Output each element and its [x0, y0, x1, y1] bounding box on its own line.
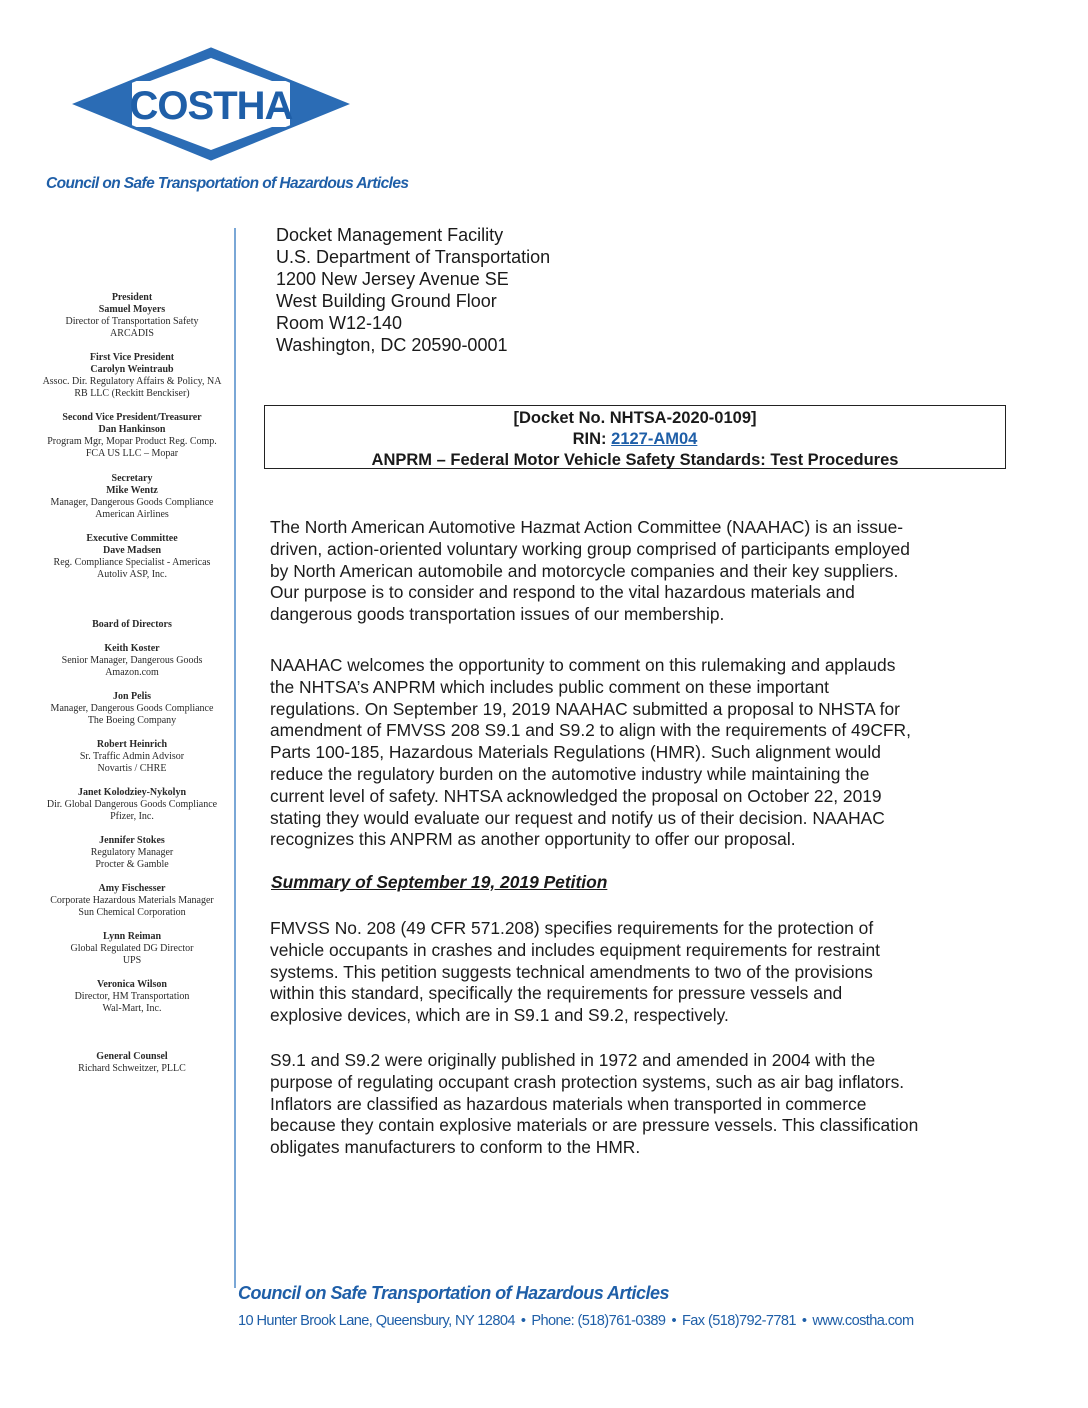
text-line: Inflators are classified as hazardous materials when transported in commerce: [270, 1093, 867, 1114]
bullet-icon: •: [801, 1313, 807, 1329]
text-line: Our purpose is to consider and respond to the vital hazardous materials and: [270, 582, 855, 603]
officer-name: Jon Pelis: [112, 691, 152, 702]
footer-phone: Phone: (518)761-0389: [531, 1313, 666, 1329]
bullet-icon: •: [520, 1313, 526, 1329]
officer-name: Robert Heinrich: [96, 739, 168, 750]
officer-name: Dan Hankinson: [98, 424, 166, 435]
paragraph-fmvss: [270, 918, 1010, 1027]
text-line: dangerous goods transportation issues of our membership.: [270, 604, 725, 625]
recipient-address: [276, 224, 550, 356]
officer-entry: [28, 931, 236, 967]
officer-entry: [28, 787, 236, 823]
rin-line: [265, 429, 1005, 450]
text-line: recognizes this ANPRM as another opportunity to offer our proposal.: [270, 829, 796, 850]
costha-logo: [72, 46, 350, 162]
officer-detail: Director, HM Transportation: [74, 991, 190, 1002]
officer-detail: Program Mgr, Mopar Product Reg. Comp.: [47, 436, 217, 447]
text-line: explosive devices, which are in S9.1 and S9.2, respectively.: [270, 1005, 729, 1026]
officer-detail: RB LLC (Reckitt Benckiser): [74, 388, 190, 399]
officer-entry: [28, 883, 236, 919]
officer-name: Dave Madsen: [102, 545, 162, 556]
text-line: vehicle occupants in crashes and includes equipment requirements for restraint: [270, 939, 880, 960]
officer-detail: Manager, Dangerous Goods Compliance: [50, 703, 214, 714]
officer-name: Janet Kolodziey-Nykolyn: [77, 787, 187, 798]
officer-detail: Wal-Mart, Inc.: [102, 1003, 162, 1014]
rin-label: RIN:: [572, 430, 612, 448]
text-line: reduce the regulatory burden on the automotive industry while maintaining the: [270, 763, 870, 784]
officer-detail: Dir. Global Dangerous Goods Compliance: [46, 799, 218, 810]
officer-detail: Corporate Hazardous Materials Manager: [50, 895, 214, 906]
text-line: regulations. On September 19, 2019 NAAHAC submitted a proposal to NHSTA for: [270, 698, 900, 719]
text-line: purpose of regulating occupant crash protection systems, such as air bag inflators.: [270, 1071, 905, 1092]
officer-name: Mike Wentz: [106, 485, 158, 496]
officer-detail: Global Regulated DG Director: [70, 943, 194, 954]
footer-website-link[interactable]: www.costha.com: [812, 1313, 914, 1329]
text-line: systems. This petition suggests technical amendments to two of the provisions: [270, 961, 873, 982]
text-line: amendment of FMVSS 208 S9.1 and S9.2 to align with the requirements of 49CFR,: [270, 720, 911, 741]
text-line: obligates manufacturers to conform to the HMR.: [270, 1137, 641, 1158]
officer-entry: [28, 619, 236, 631]
officer-title: Secretary: [111, 473, 153, 484]
officer-detail: Procter & Gamble: [95, 859, 169, 870]
paragraph-intro: [270, 517, 1010, 626]
paragraph-history: [270, 1050, 1010, 1159]
officer-detail: FCA US LLC – Mopar: [85, 448, 179, 459]
footer-fax: Fax (518)792-7781: [681, 1313, 796, 1329]
officer-title: President: [111, 292, 153, 303]
text-line: FMVSS No. 208 (49 CFR 571.208) specifies requirements for the protection of: [270, 918, 874, 938]
officer-entry: [28, 643, 236, 679]
text-line: because they contain explosive materials or are pressure vessels. This classification: [270, 1115, 919, 1136]
logo-wordmark: COSTHA: [129, 84, 293, 128]
officer-detail: Novartis / CHRE: [97, 763, 167, 774]
officer-name: Samuel Moyers: [98, 304, 166, 315]
text-line: driven, action-oriented voluntary working group comprised of participants employed: [270, 538, 910, 559]
officer-name: Jennifer Stokes: [99, 835, 165, 846]
text-line: S9.1 and S9.2 were originally published in 1972 and amended in 2004 with the: [270, 1050, 876, 1070]
docket-box: [264, 405, 1006, 469]
officer-detail: The Boeing Company: [87, 715, 177, 726]
text-line: the NHTSA’s ANPRM which includes public comment on these important: [270, 676, 829, 697]
officer-detail: Pfizer, Inc.: [110, 811, 154, 822]
text-line: by North American automobile and motorcycle companies and their key suppliers.: [270, 560, 899, 581]
text-line: within this standard, specifically the requirements for pressure vessels and: [270, 983, 843, 1004]
officer-title: Second Vice President/Treasurer: [62, 412, 202, 423]
officer-name: Veronica Wilson: [97, 979, 167, 990]
address-line: Room W12-140: [276, 313, 403, 333]
text-line: current level of safety. NHTSA acknowledged the proposal on October 22, 2019: [270, 785, 882, 806]
logo-tagline: Council on Safe Transportation of Hazardous Articles: [46, 175, 409, 192]
officer-title: Board of Directors: [92, 619, 172, 630]
officer-detail: Sun Chemical Corporation: [78, 907, 186, 918]
text-line: NAAHAC welcomes the opportunity to comment on this rulemaking and applauds: [270, 655, 896, 675]
text-line: Parts 100-185, Hazardous Materials Regulations (HMR). Such alignment would: [270, 742, 881, 763]
officer-entry: [28, 533, 236, 581]
officer-detail: Director of Transportation Safety: [65, 316, 199, 327]
officer-title: General Counsel: [96, 1051, 168, 1062]
footer-org: Council on Safe Transportation of Hazardous Articles: [238, 1283, 670, 1303]
officer-entry: [28, 292, 236, 340]
text-line: stating they would evaluate our request and notify us of their decision. NAAHAC: [270, 807, 885, 828]
section-heading: Summary of September 19, 2019 Petition: [271, 872, 608, 892]
officer-detail: Assoc. Dir. Regulatory Affairs & Policy, NA: [42, 376, 222, 387]
docket-number: [Docket No. NHTSA-2020-0109]: [513, 409, 757, 427]
officer-title: First Vice President: [89, 352, 175, 363]
address-line: U.S. Department of Transportation: [276, 247, 551, 267]
officer-detail: American Airlines: [95, 509, 169, 520]
rin-link[interactable]: 2127-AM04: [611, 430, 698, 448]
officer-title: Executive Committee: [86, 533, 178, 544]
officer-detail: Regulatory Manager: [90, 847, 174, 858]
officer-name: Amy Fischesser: [98, 883, 166, 894]
officer-detail: Amazon.com: [105, 667, 159, 678]
officer-detail: Reg. Compliance Specialist - Americas: [53, 557, 211, 568]
text-line: The North American Automotive Hazmat Action Committee (NAAHAC) is an issue-: [270, 517, 904, 537]
officer-entry: [28, 352, 236, 400]
paragraph-welcome: [270, 655, 1010, 851]
footer-contact: [238, 1313, 914, 1329]
officer-entry: [28, 1051, 236, 1075]
address-line: Docket Management Facility: [276, 225, 504, 245]
officer-detail: ARCADIS: [110, 328, 154, 339]
footer-address: 10 Hunter Brook Lane, Queensbury, NY 12804: [238, 1313, 515, 1329]
officer-entry: [28, 739, 236, 775]
officer-entry: [28, 979, 236, 1015]
officer-name: Lynn Reiman: [102, 931, 162, 942]
address-line: Washington, DC 20590-0001: [276, 335, 508, 355]
address-line: West Building Ground Floor: [276, 291, 497, 311]
docket-subject: ANPRM – Federal Motor Vehicle Safety Standards: Test Procedures: [371, 451, 899, 469]
officer-detail: UPS: [122, 955, 142, 966]
officer-detail: Senior Manager, Dangerous Goods: [61, 655, 203, 666]
officer-entry: [28, 473, 236, 521]
officer-detail: Sr. Traffic Admin Advisor: [79, 751, 185, 762]
bullet-icon: •: [671, 1313, 676, 1329]
officer-detail: Autoliv ASP, Inc.: [96, 569, 167, 580]
officer-name: Carolyn Weintraub: [90, 364, 174, 375]
officer-entry: [28, 835, 236, 871]
officer-entry: [28, 412, 236, 460]
officer-entry: [28, 691, 236, 727]
officer-name: Keith Koster: [104, 643, 160, 654]
officer-detail: Manager, Dangerous Goods Compliance: [50, 497, 214, 508]
officer-detail: Richard Schweitzer, PLLC: [78, 1063, 186, 1074]
address-line: 1200 New Jersey Avenue SE: [276, 269, 509, 289]
